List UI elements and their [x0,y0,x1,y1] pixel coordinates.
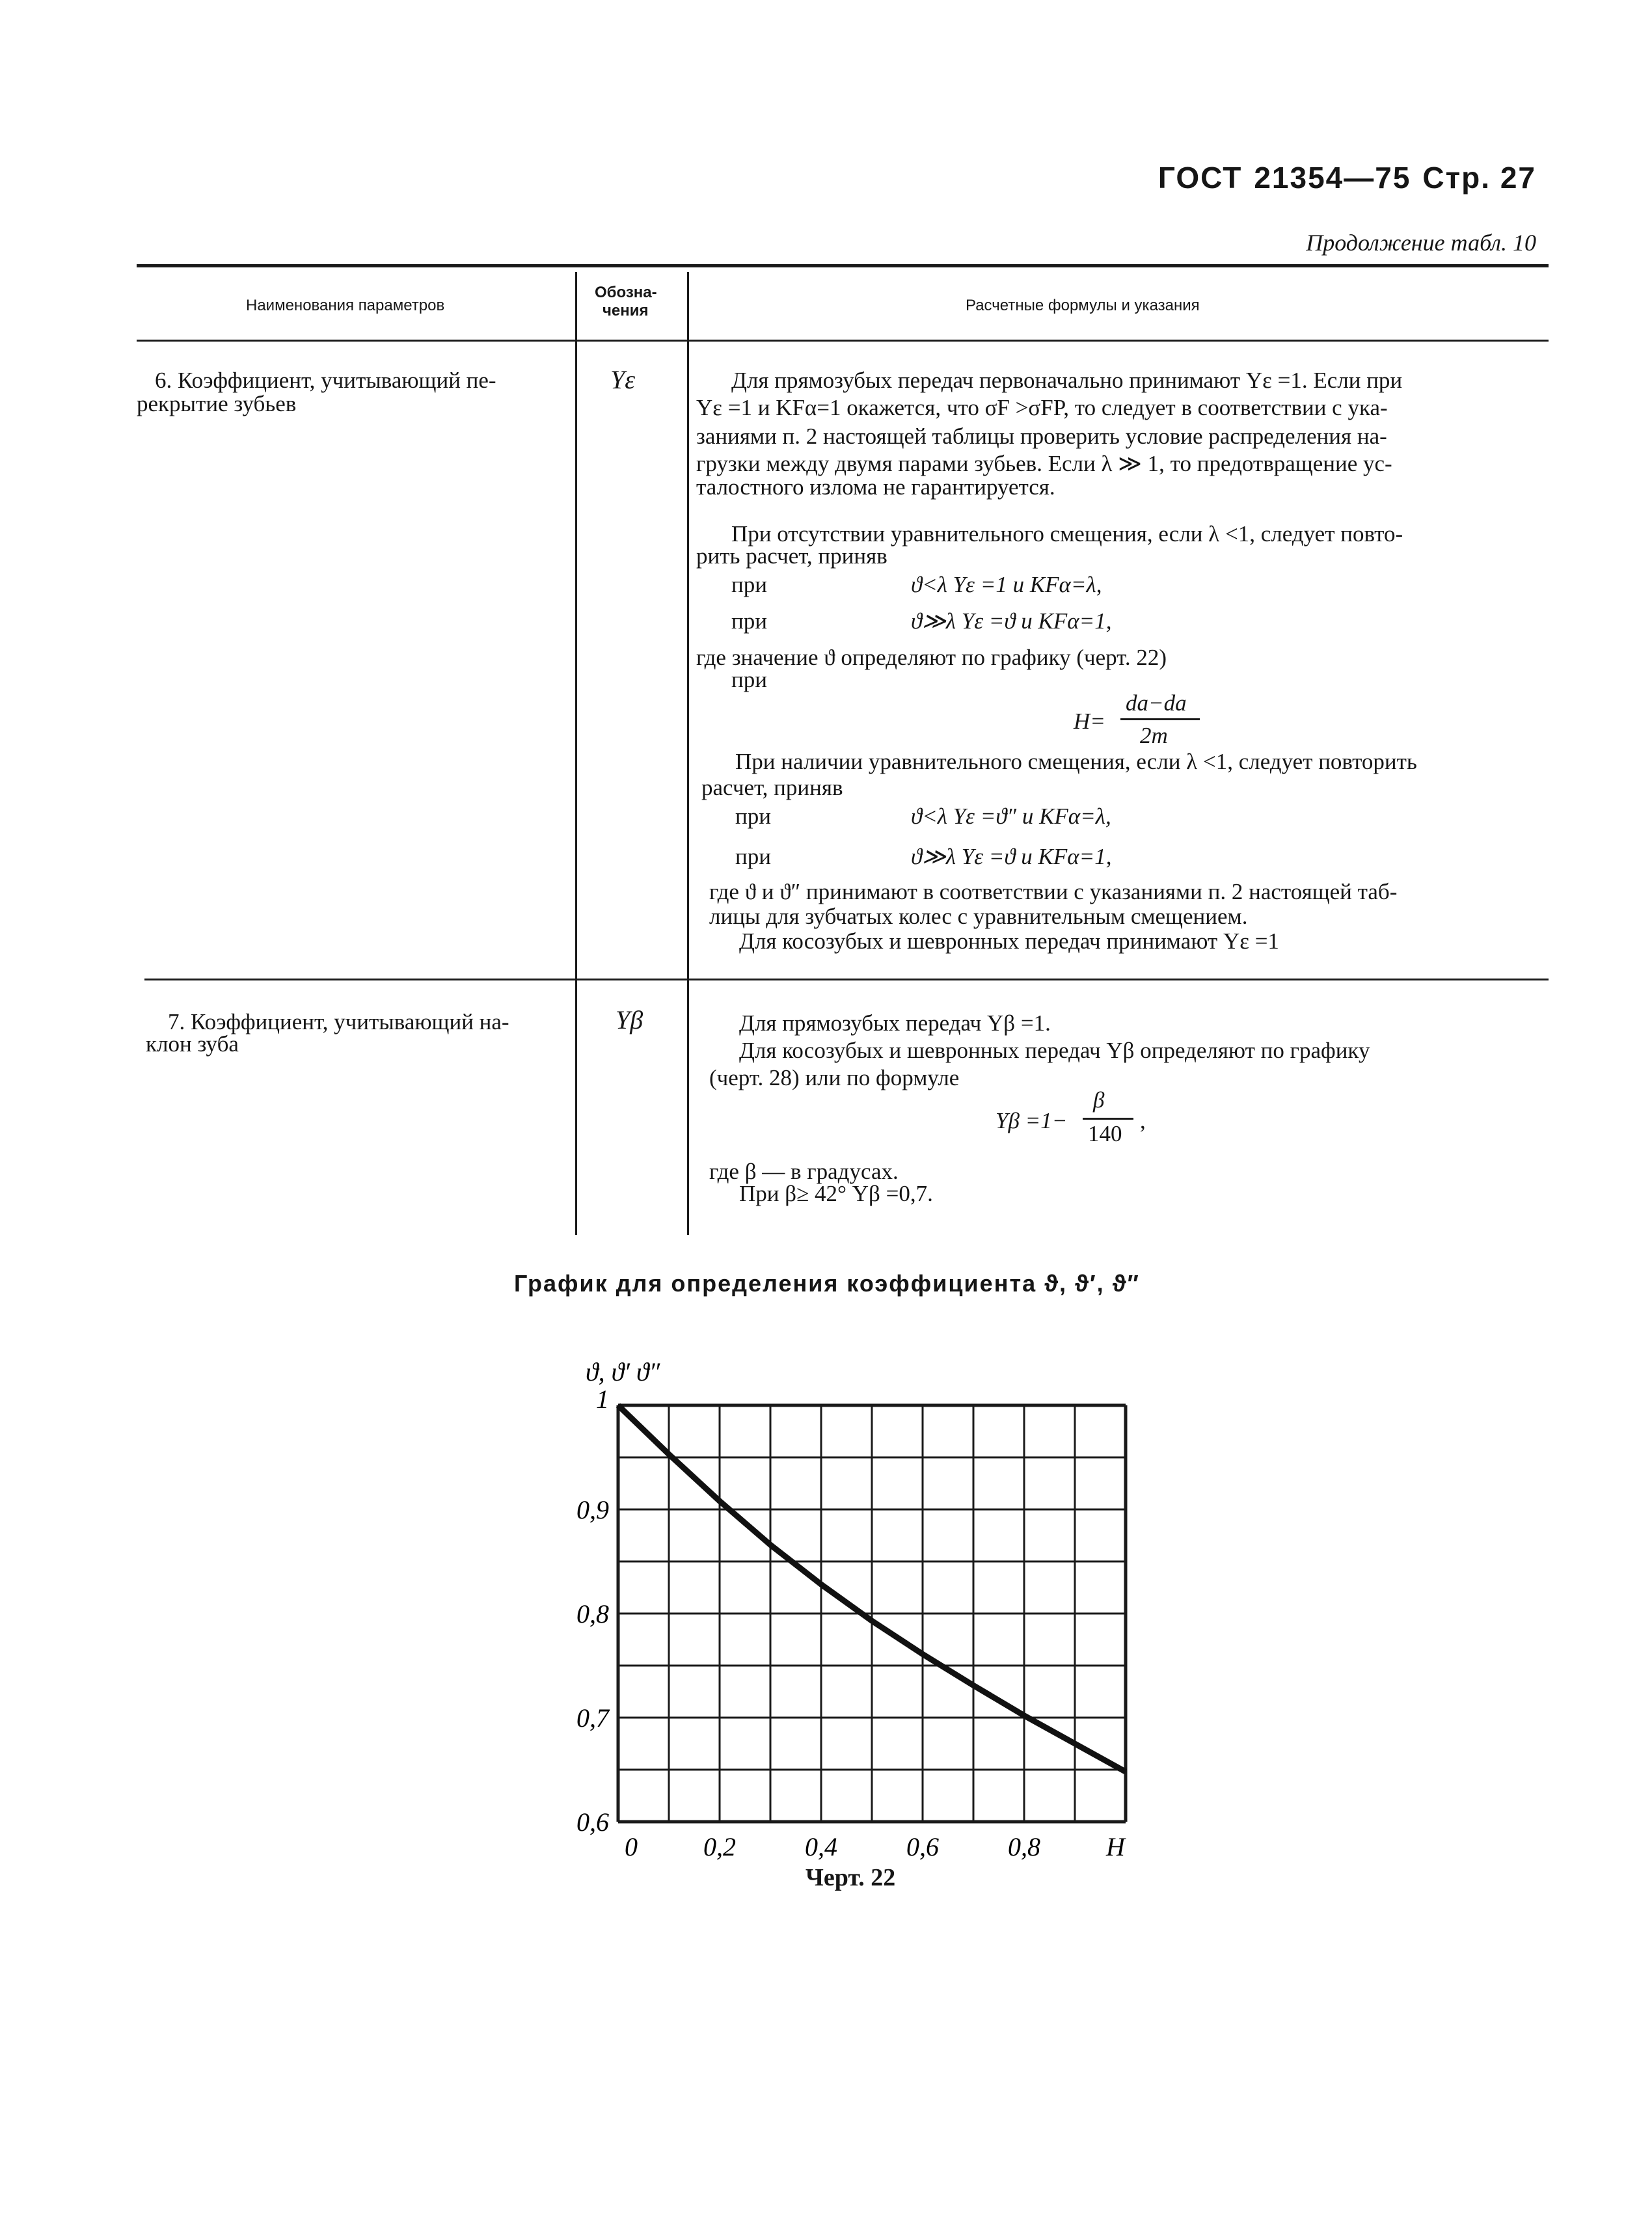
row6-line-5: талостного излома не гарантируется. [696,474,1055,500]
row6-line-9: ϑ<λ Yε =1 и KFα=λ, [911,572,1102,597]
chart-caption: Черт. 22 [806,1864,896,1891]
y-tick-label: 0,9 [576,1495,609,1524]
chart-y-label: ϑ, ϑ′ ϑ″ [586,1357,660,1386]
header-number: 21354—75 [1254,161,1411,195]
ybeta-formula-numerator: β [1093,1087,1105,1113]
x-tick-label: 0,8 [1008,1832,1040,1861]
y-tick-label: 0,8 [576,1599,609,1628]
x-tick-label: 0,2 [703,1832,736,1861]
row6-name-line2: рекрытие зубьев [137,391,297,416]
row6-line-11: ϑ≫λ Yε =ϑ и KFα=1, [911,608,1112,634]
row6-symbol: Yε [610,365,636,394]
row6-name-line1: 6. Коэффициент, учитывающий пе- [155,368,496,393]
row6-line-21: при [735,844,771,869]
h-formula-lhs: H= [1074,709,1105,734]
row6-line-20: ϑ<λ Yε =ϑ″ и KFα=λ, [911,804,1111,829]
row6-line-1: Для прямозубых передач первоначально принимают Yε =1. Если при [731,368,1403,393]
row6-line-17: При наличии уравнительного смещения, если λ <1, следует повторить [735,749,1417,774]
row6-line-10: при [731,608,767,634]
row6-line-19: при [735,804,771,829]
row6-line-2: Yε =1 и KFα=1 окажется, что σF >σFP, то следует в соответствии с ука- [696,395,1388,420]
row6-line-3: заниями п. 2 настоящей таблицы проверить условие распределения на- [696,424,1387,449]
ybeta-formula-comma: , [1140,1108,1146,1133]
col-header-formulas: Расчетные формулы и указания [966,297,1200,314]
row7-line-2: Для косозубых и шевронных передач Yβ определяют по графику [739,1038,1370,1063]
row6-line-18: расчет, приняв [701,775,843,800]
row6-line-12: где значение ϑ определяют по графику (черт. 22) [696,645,1167,670]
column-divider-2 [687,272,689,1235]
col-header-symbol-1: Обозна- [595,284,657,301]
row-divider [144,979,1549,980]
row7-symbol: Yβ [616,1005,643,1034]
x-tick-label: 0,4 [805,1832,837,1861]
row6-line-25: Для косозубых и шевронных передач принимают Yε =1 [739,928,1279,954]
h-formula-fraction-bar [1120,718,1200,720]
row7-name-line1: 7. Коэффициент, учитывающий на- [168,1009,509,1034]
row6-line-23: где ϑ и ϑ″ принимают в соответствии с указаниями п. 2 настоящей таб- [709,879,1398,904]
ybeta-formula-denominator: 140 [1088,1121,1122,1146]
y-tick-label: 1 [596,1385,609,1414]
series-line-theta [618,1405,1126,1772]
ybeta-fraction-bar [1083,1118,1133,1120]
table-top-rule [137,264,1549,267]
row6-line-22: ϑ≫λ Yε =ϑ и KFα=1, [911,844,1112,869]
x-tick-label: 0,6 [906,1832,939,1861]
row7-name-line2: клон зуба [146,1031,239,1057]
row6-line-24: лицы для зубчатых колес с уравнительным смещением. [709,904,1248,929]
chart-series [618,1405,1126,1772]
header-standard: ГОСТ [1158,161,1243,195]
page-header [1146,160,1536,195]
row7-line-5: При β≥ 42° Yβ =0,7. [739,1181,933,1206]
header-bottom-rule [137,340,1549,342]
x-tick-label: 0 [625,1832,638,1861]
table-continuation: Продолжение табл. 10 [1306,230,1536,256]
chart-grid [618,1405,1126,1822]
row6-line-8: при [731,572,767,597]
row7-line-3: (черт. 28) или по формуле [709,1065,960,1090]
col-header-name: Наименования параметров [246,297,445,314]
chart-ticks [576,1385,1126,1861]
y-tick-label: 0,6 [576,1807,609,1837]
row6-line-4: грузки между двумя парами зубьев. Если λ ≫ 1, то предотвращение ус- [696,451,1392,476]
ybeta-formula-lhs: Yβ =1− [995,1108,1068,1133]
col-header-symbol-2: чения [603,302,649,319]
row7-line-4: где β — в градусах. [709,1159,899,1184]
y-tick-label: 0,7 [576,1703,609,1733]
h-formula-numerator: da−da [1126,690,1187,716]
x-tick-label: H [1105,1832,1125,1861]
chart-title: График для определения коэффициента ϑ, ϑ′, ϑ″ [514,1270,1140,1297]
header-page: Стр. 27 [1422,161,1536,195]
row6-line-13: при [731,667,767,692]
row7-line-1: Для прямозубых передач Yβ =1. [739,1010,1051,1036]
h-formula-denominator: 2m [1140,723,1168,748]
column-divider-1 [575,272,577,1235]
row6-line-6: При отсутствии уравнительного смещения, если λ <1, следует повто- [731,521,1403,547]
row6-line-7: рить расчет, приняв [696,543,887,569]
